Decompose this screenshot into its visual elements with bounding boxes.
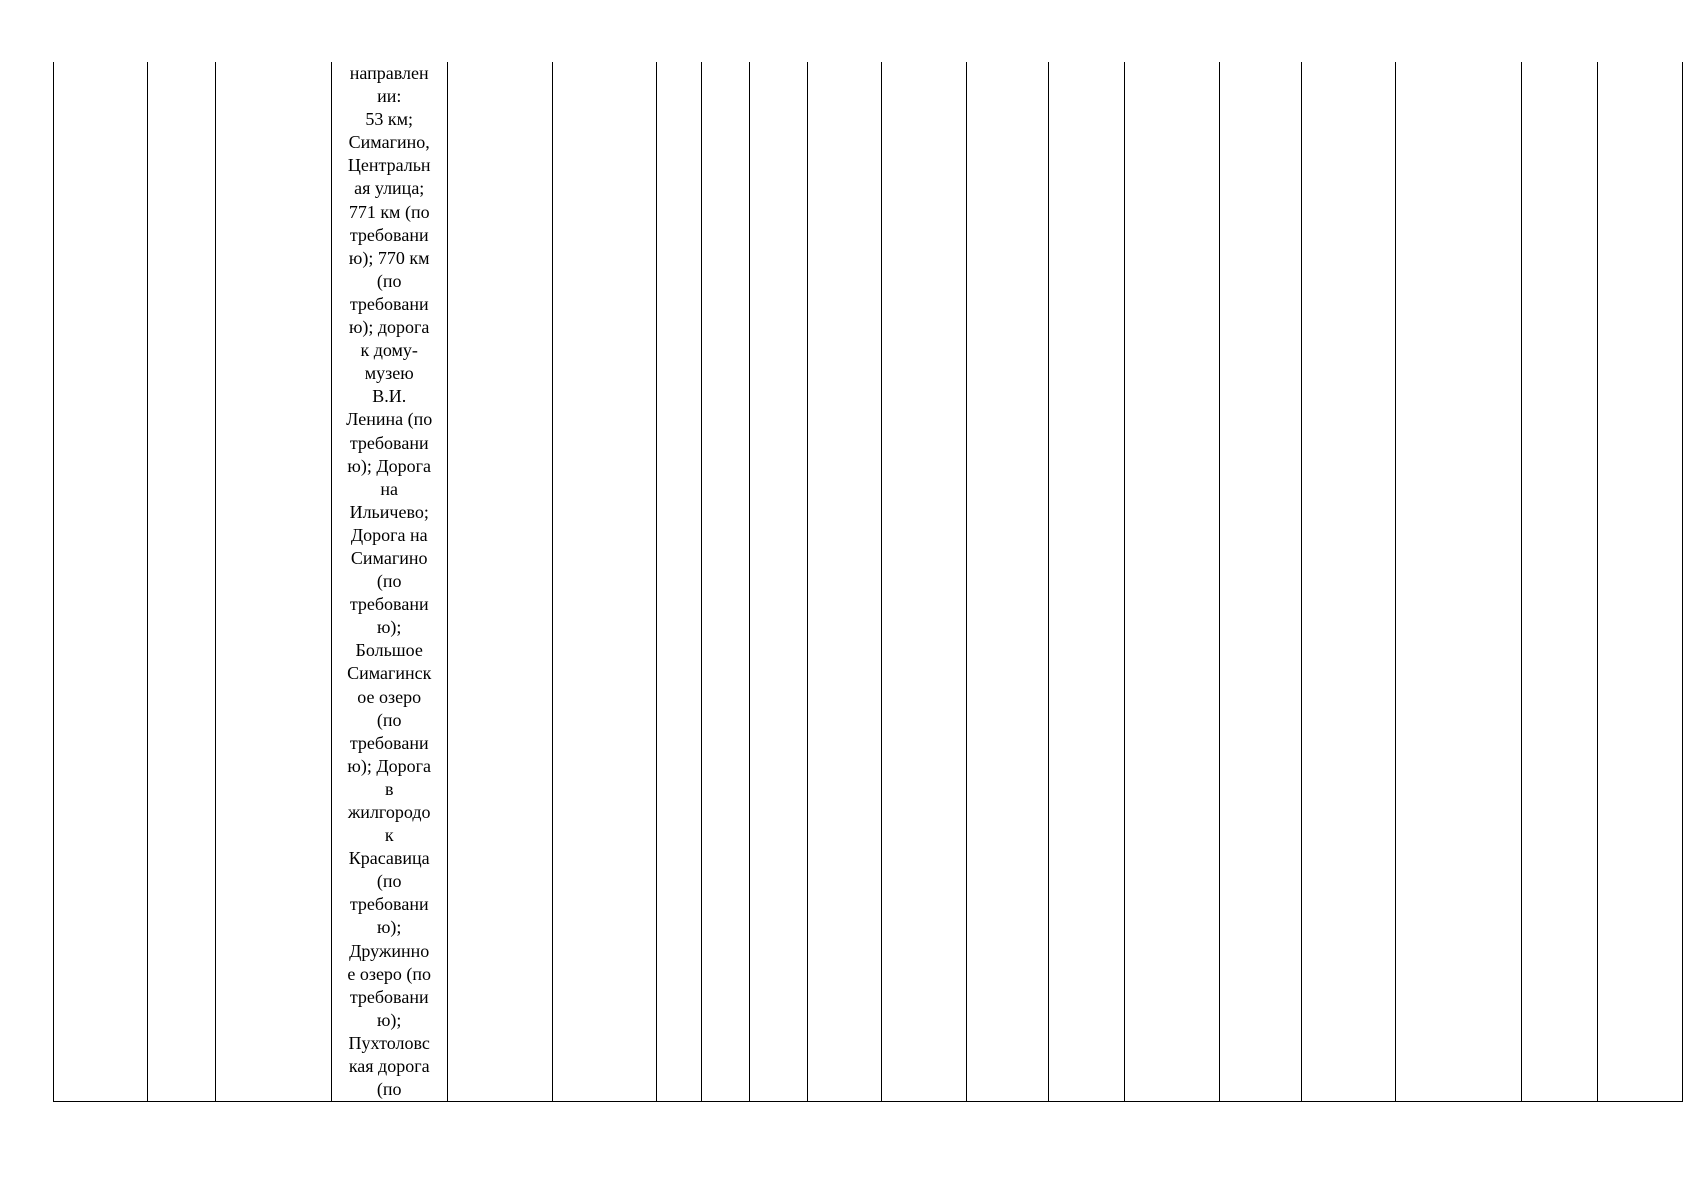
route-table	[53, 62, 1683, 1102]
table-cell-3	[216, 62, 332, 1102]
table-cell-19	[1598, 62, 1683, 1102]
table-cell-12	[967, 62, 1049, 1102]
table-cell-14	[1125, 62, 1220, 1102]
table-cell-13	[1048, 62, 1124, 1102]
table-cell-16	[1301, 62, 1395, 1102]
table-cell-9	[750, 62, 808, 1102]
route-stops-cell: направлен ии: 53 км; Симагино, Центральн ая улица; 771 км (по требовани ю); 770 км (по требовани ю); дорога к дому- музею В.И. Ленина (по требовани ю); Дорога на Ильичево; Дорога на Симагино (по требовани ю); Большое Симагинск ое озеро (по требовани ю); Дорога в жилгородо к Красавица (по требовани ю); Дружинно е озеро (по требовани ю); Пухтоловс кая дорога (по	[331, 62, 447, 1102]
table-cell-15	[1220, 62, 1302, 1102]
table-row	[54, 62, 1683, 1102]
table-cell-8	[701, 62, 750, 1102]
table-cell-11	[882, 62, 967, 1102]
table-cell-17	[1395, 62, 1521, 1102]
table-cell-5	[447, 62, 552, 1102]
table-cell-2	[148, 62, 216, 1102]
table-cell-1	[54, 62, 148, 1102]
table-cell-7	[657, 62, 701, 1102]
table-cell-10	[808, 62, 882, 1102]
table-cell-18	[1521, 62, 1597, 1102]
table-cell-6	[552, 62, 656, 1102]
